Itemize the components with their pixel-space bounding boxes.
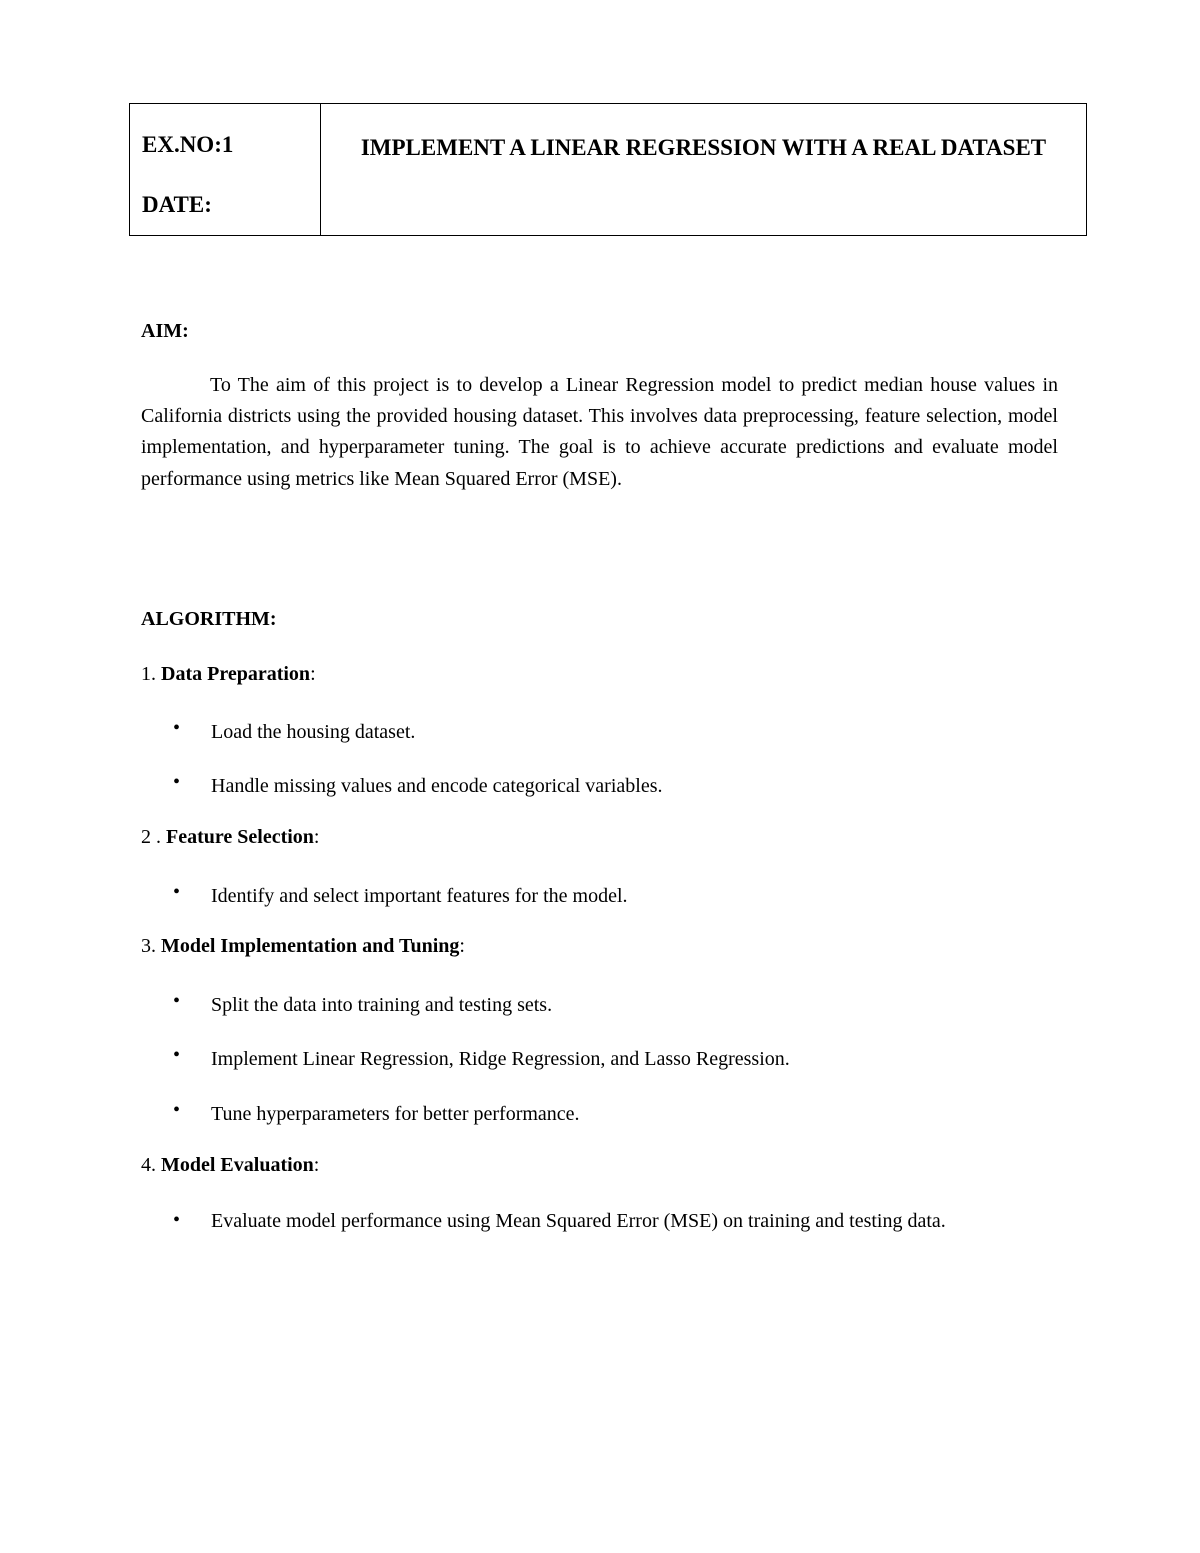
bullet-icon: •	[173, 1209, 181, 1231]
header-right-cell	[321, 104, 1086, 235]
document-title: IMPLEMENT A LINEAR REGRESSION WITH A REAL DATASET	[360, 135, 1047, 160]
bullet-icon: •	[173, 1099, 181, 1121]
step-suffix: :	[313, 1154, 320, 1176]
algorithm-step-4	[141, 1154, 319, 1177]
list-item: Tune hyperparameters for better performance.	[211, 1103, 580, 1125]
step-suffix: :	[313, 826, 320, 848]
step-number: 4.	[141, 1154, 156, 1176]
exercise-number: EX.NO:1	[142, 132, 234, 157]
list-item: Load the housing dataset.	[211, 721, 416, 743]
bullet-icon: •	[173, 717, 181, 739]
bullet-icon: •	[173, 881, 181, 903]
step-number: 1.	[141, 663, 156, 685]
list-item: Implement Linear Regression, Ridge Regression, and Lasso Regression.	[211, 1048, 790, 1070]
algorithm-heading: ALGORITHM:	[141, 608, 277, 630]
date-label: DATE:	[142, 192, 212, 217]
list-item: Split the data into training and testing sets.	[211, 994, 553, 1016]
step-title: Model Implementation and Tuning	[161, 935, 460, 957]
algorithm-step-2	[141, 826, 319, 849]
list-item: Handle missing values and encode categorical variables.	[211, 775, 663, 797]
algorithm-step-3	[141, 935, 465, 958]
step-number: 2 .	[141, 826, 161, 848]
algorithm-step-1	[141, 663, 316, 686]
aim-heading: AIM:	[141, 320, 189, 342]
list-item: Evaluate model performance using Mean Squared Error (MSE) on training and testing data.	[211, 1210, 946, 1232]
step-title: Model Evaluation	[161, 1154, 314, 1176]
bullet-icon: •	[173, 771, 181, 793]
list-item: Identify and select important features for the model.	[211, 885, 628, 907]
step-number: 3.	[141, 935, 156, 957]
step-title: Feature Selection	[166, 826, 314, 848]
bullet-icon: •	[173, 990, 181, 1012]
aim-paragraph: To The aim of this project is to develop a Linear Regression model to predict median house values in California districts using the provided housing dataset. This involves data preprocessing, feature selection, model implementation, and hyperparameter tuning. The goal is to achieve accurate predictions and evaluate model performance using metrics like Mean Squared Error (MSE).	[141, 374, 1058, 490]
header-left-cell	[130, 104, 321, 235]
step-suffix: :	[310, 663, 316, 685]
step-title: Data Preparation	[161, 663, 311, 685]
header-table	[129, 103, 1087, 236]
step-suffix: :	[459, 935, 465, 957]
bullet-icon: •	[173, 1044, 181, 1066]
